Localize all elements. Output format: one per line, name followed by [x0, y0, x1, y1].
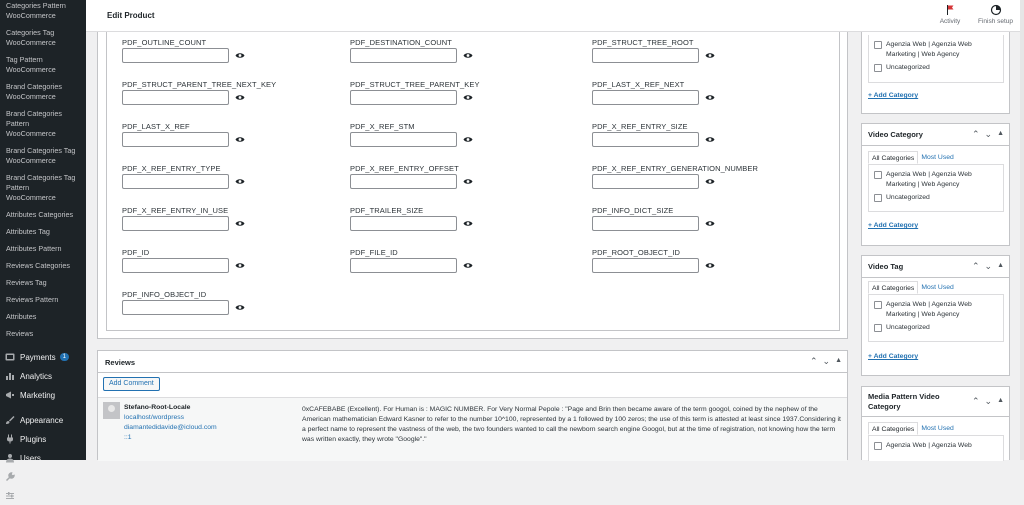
field-pdf-x-ref-entry-type	[122, 164, 245, 189]
add-category-link[interactable]: + Add Category	[868, 92, 919, 99]
sidebar-item-reviews[interactable]: Reviews	[6, 329, 34, 338]
settings-icon	[5, 491, 15, 501]
pdf-info-object-id-input[interactable]	[122, 300, 229, 315]
add-comment-button[interactable]: Add Comment	[103, 377, 160, 391]
payments-badge: 1	[60, 353, 69, 361]
sidebar-item-label: Payments	[20, 352, 56, 362]
add-category-link[interactable]: + Add Category	[868, 353, 919, 360]
tab-all-categories[interactable]: All Categories	[868, 422, 918, 435]
eye-icon[interactable]	[705, 262, 715, 270]
progress-circle-icon	[973, 4, 1018, 18]
reviews-box-controls	[810, 356, 842, 367]
field-pdf-last-x-ref-next	[592, 80, 715, 105]
tab-all-categories[interactable]: All Categories	[868, 281, 918, 294]
eye-icon[interactable]	[705, 136, 715, 144]
sidebar-item-attributes-tag[interactable]: Attributes Tag	[6, 227, 50, 236]
tab-most-used[interactable]: Most Used	[921, 425, 954, 432]
field-pdf-trailer-size	[350, 206, 473, 231]
sidebar-item-categories-pattern[interactable]: Categories Pattern WooCommerce	[6, 1, 66, 20]
field-label: PDF_X_REF_STM	[350, 122, 415, 131]
pdf-info-dict-size-input[interactable]	[592, 216, 699, 231]
field-pdf-info-object-id	[122, 290, 245, 315]
eye-icon[interactable]	[235, 94, 245, 102]
category-label: Agenzia Web | Agenzia Web Marketing | Web Agency	[886, 41, 972, 58]
comment-author-email[interactable]: diamantedidavide@icloud.com	[124, 424, 217, 431]
field-label: PDF_STRUCT_PARENT_TREE_NEXT_KEY	[122, 80, 277, 89]
pdf-root-object-id-input[interactable]	[592, 258, 699, 273]
sidebar-item-settings[interactable]	[0, 487, 86, 505]
field-pdf-x-ref-entry-offset	[350, 164, 473, 189]
field-pdf-id	[122, 248, 245, 273]
categories-checklist	[868, 35, 1004, 83]
tab-all-categories[interactable]: All Categories	[868, 151, 918, 164]
category-checkbox[interactable]	[874, 301, 882, 309]
move-up-icon[interactable]: ⌃	[971, 396, 980, 406]
pdf-x-ref-entry-offset-input[interactable]	[350, 174, 457, 189]
flag-icon	[935, 4, 965, 18]
pdf-x-ref-entry-in-use-input[interactable]	[122, 216, 229, 231]
sidebar-item-attributes-categories[interactable]: Attributes Categories	[6, 210, 74, 219]
admin-sidebar	[0, 0, 86, 501]
comment-text: 0xCAFEBABE (Excellent). For Human is : MAGIC NUMBER. For Very Normal Pepole : "Page and Brin then became aware of the term googol, coined by the nephew of the American mathematician Edward Kasner to refer to the number 10^100, represented by a 1 followed by 100 zeros; the use of this term is attested at least since 1937.Considering it a perfect name to represent the vastness of the web, the two founders wanted to call the newborn search engine Googol, but at the time of registration, not knowing how the term was written exactly, they wrote "Google"."	[302, 406, 841, 443]
product-categories-box	[861, 32, 1010, 114]
pdf-outline-count-input[interactable]	[122, 48, 229, 63]
eye-icon[interactable]	[235, 262, 245, 270]
comment-author-ip[interactable]: ::1	[124, 434, 132, 441]
eye-icon[interactable]	[235, 136, 245, 144]
category-label: Agenzia Web | Agenzia Web Marketing | Web Agency	[886, 301, 972, 318]
category-item[interactable]	[874, 441, 998, 451]
field-pdf-x-ref-entry-size	[592, 122, 715, 147]
video-category-tabs	[868, 151, 957, 164]
sidebar-item-label: Users	[20, 453, 41, 463]
field-label: PDF_X_REF_ENTRY_IN_USE	[122, 206, 229, 215]
category-item[interactable]	[874, 63, 998, 73]
field-label: PDF_ROOT_OBJECT_ID	[592, 248, 681, 257]
sidebar-item-plugins[interactable]	[0, 430, 86, 448]
field-label: PDF_ID	[122, 248, 150, 257]
category-label: Uncategorized	[886, 194, 930, 201]
eye-icon[interactable]	[705, 178, 715, 186]
tab-most-used[interactable]: Most Used	[921, 284, 954, 291]
category-checkbox[interactable]	[874, 442, 882, 450]
field-pdf-struct-tree-root	[592, 38, 715, 63]
field-pdf-last-x-ref	[122, 122, 245, 147]
field-pdf-struct-tree-parent-key	[350, 80, 480, 105]
sidebar-submenu	[0, 0, 86, 341]
pdf-fields-panel	[106, 32, 840, 331]
field-label: PDF_FILE_ID	[350, 248, 398, 257]
video-tag-tabs	[868, 281, 957, 294]
activity-button[interactable]	[935, 4, 965, 25]
pdf-id-input[interactable]	[122, 258, 229, 273]
category-label: Uncategorized	[886, 64, 930, 71]
field-label: PDF_STRUCT_TREE_PARENT_KEY	[350, 80, 480, 89]
field-label: PDF_INFO_DICT_SIZE	[592, 206, 674, 215]
video-category-box	[861, 123, 1010, 246]
pdf-last-x-ref-next-input[interactable]	[592, 90, 699, 105]
eye-icon[interactable]	[463, 94, 473, 102]
field-pdf-struct-parent-tree-next-key	[122, 80, 276, 105]
reviews-title: Reviews	[105, 358, 136, 367]
field-label: PDF_LAST_X_REF	[122, 122, 190, 131]
field-label: PDF_OUTLINE_COUNT	[122, 38, 207, 47]
sidebar-item-attributes[interactable]: Attributes	[6, 312, 37, 321]
reviews-header	[98, 351, 847, 373]
collapse-icon[interactable]: ▲	[835, 357, 842, 364]
eye-icon[interactable]	[235, 52, 245, 60]
video-category-checklist	[868, 164, 1004, 212]
plug-icon	[5, 434, 15, 444]
sidebar-item-tag-pattern[interactable]: Tag Pattern WooCommerce	[6, 55, 56, 74]
category-checkbox[interactable]	[874, 171, 882, 179]
sidebar-item-analytics[interactable]	[0, 367, 86, 385]
field-label: PDF_TRAILER_SIZE	[350, 206, 424, 215]
pdf-trailer-size-input[interactable]	[350, 216, 457, 231]
top-bar	[86, 0, 1024, 32]
avatar	[103, 402, 120, 419]
field-pdf-x-ref-stm	[350, 122, 473, 147]
media-pattern-tabs	[868, 422, 957, 435]
sidebar-item-label: Plugins	[20, 434, 47, 444]
pdf-metadata-box	[97, 32, 848, 339]
page-title: Edit Product	[107, 11, 155, 20]
wrench-icon	[5, 472, 15, 482]
field-pdf-x-ref-entry-in-use	[122, 206, 245, 231]
pdf-x-ref-entry-generation-number-input[interactable]	[592, 174, 699, 189]
move-down-icon[interactable]: ⌄	[984, 396, 993, 406]
eye-icon[interactable]	[463, 178, 473, 186]
sidebar-item-payments[interactable]	[0, 348, 86, 366]
category-item[interactable]	[874, 193, 998, 203]
finish-setup-button[interactable]	[973, 4, 1018, 25]
add-category-link[interactable]: + Add Category	[868, 222, 919, 229]
video-category-controls	[972, 129, 1004, 140]
category-item[interactable]	[874, 170, 998, 190]
collapse-icon[interactable]: ▲	[997, 397, 1004, 404]
media-pattern-video-category-box	[861, 386, 1010, 460]
sidebar-item-appearance[interactable]	[0, 411, 86, 429]
category-checkbox[interactable]	[874, 324, 882, 332]
megaphone-icon	[5, 390, 15, 400]
pdf-destination-count-input[interactable]	[350, 48, 457, 63]
category-item[interactable]	[874, 300, 998, 320]
comment-author-url[interactable]: localhost/wordpress	[124, 414, 185, 421]
category-item[interactable]	[874, 323, 998, 333]
field-pdf-info-dict-size	[592, 206, 715, 231]
sidebar-item-label: Settings	[20, 491, 49, 501]
field-label: PDF_X_REF_ENTRY_GENERATION_NUMBER	[592, 164, 758, 173]
tab-most-used[interactable]: Most Used	[921, 154, 954, 161]
sidebar-item-tools[interactable]	[0, 468, 86, 486]
activity-label: Activity	[939, 18, 961, 25]
sidebar-item-marketing[interactable]	[0, 386, 86, 404]
finish-setup-label: Finish setup	[977, 18, 1014, 25]
move-up-icon[interactable]: ⌃	[809, 356, 818, 366]
video-tag-title: Video Tag	[868, 262, 904, 271]
media-pattern-title: Media Pattern Video Category	[868, 392, 940, 411]
eye-icon[interactable]	[463, 136, 473, 144]
users-icon	[5, 453, 15, 463]
field-pdf-file-id	[350, 248, 473, 273]
comment-row	[98, 397, 847, 461]
sidebar-item-reviews-categories[interactable]: Reviews Categories	[6, 261, 70, 270]
category-checkbox[interactable]	[874, 41, 882, 49]
comment-author-name: Stefano-Root-Locale	[124, 404, 191, 411]
field-label: PDF_LAST_X_REF_NEXT	[592, 80, 685, 89]
sidebar-item-brand-categories[interactable]: Brand Categories WooCommerce	[6, 82, 62, 101]
sidebar-item-reviews-tag[interactable]: Reviews Tag	[6, 278, 47, 287]
media-pattern-header	[862, 387, 1009, 417]
media-pattern-checklist	[868, 435, 1004, 461]
eye-icon[interactable]	[463, 52, 473, 60]
eye-icon[interactable]	[463, 262, 473, 270]
pdf-x-ref-entry-type-input[interactable]	[122, 174, 229, 189]
payments-icon	[5, 352, 15, 362]
field-pdf-destination-count	[350, 38, 473, 63]
video-category-title: Video Category	[868, 130, 923, 139]
sidebar-item-reviews-pattern[interactable]: Reviews Pattern	[6, 295, 59, 304]
category-label: Agenzia Web | Agenzia Web	[886, 442, 972, 449]
category-checkbox[interactable]	[874, 64, 882, 72]
pdf-last-x-ref-input[interactable]	[122, 132, 229, 147]
sidebar-item-label: Appearance	[20, 415, 64, 425]
pdf-file-id-input[interactable]	[350, 258, 457, 273]
pdf-struct-parent-tree-next-key-input[interactable]	[122, 90, 229, 105]
field-pdf-root-object-id	[592, 248, 715, 273]
sidebar-item-categories-tag[interactable]: Categories Tag WooCommerce	[6, 28, 56, 47]
category-checkbox[interactable]	[874, 194, 882, 202]
category-label: Uncategorized	[886, 324, 930, 331]
video-tag-box	[861, 255, 1010, 376]
reviews-box	[97, 350, 848, 460]
collapse-icon[interactable]: ▲	[997, 130, 1004, 137]
page-scrollbar[interactable]	[1020, 0, 1024, 460]
field-label: PDF_INFO_OBJECT_ID	[122, 290, 207, 299]
sidebar-item-label: Analytics	[20, 371, 53, 381]
category-label: Agenzia Web | Agenzia Web Marketing | Web Agency	[886, 171, 972, 188]
eye-icon[interactable]	[705, 94, 715, 102]
paintbrush-icon	[5, 415, 15, 425]
move-up-icon[interactable]: ⌃	[971, 129, 980, 139]
video-tag-checklist	[868, 294, 1004, 342]
sidebar-item-label: Tools	[20, 472, 39, 482]
sidebar-item-label: Marketing	[20, 390, 56, 400]
pdf-x-ref-stm-input[interactable]	[350, 132, 457, 147]
collapse-icon[interactable]: ▲	[997, 262, 1004, 269]
sidebar-item-brand-categories-tag-pattern[interactable]: Brand Categories Tag Pattern WooCommerce	[6, 173, 76, 202]
sidebar-item-users[interactable]	[0, 449, 86, 467]
sidebar-item-attributes-pattern[interactable]: Attributes Pattern	[6, 244, 62, 253]
field-pdf-outline-count	[122, 38, 245, 63]
move-down-icon[interactable]: ⌄	[984, 129, 993, 139]
media-pattern-controls	[972, 396, 1004, 407]
move-down-icon[interactable]: ⌄	[822, 356, 831, 366]
eye-icon[interactable]	[235, 304, 245, 312]
eye-icon[interactable]	[705, 220, 715, 228]
pdf-struct-tree-parent-key-input[interactable]	[350, 90, 457, 105]
pdf-x-ref-entry-size-input[interactable]	[592, 132, 699, 147]
pdf-struct-tree-root-input[interactable]	[592, 48, 699, 63]
field-label: PDF_X_REF_ENTRY_SIZE	[592, 122, 688, 131]
bar-chart-icon	[5, 371, 15, 381]
video-tag-controls	[972, 261, 1004, 272]
video-tag-header	[862, 256, 1009, 278]
field-label: PDF_X_REF_ENTRY_TYPE	[122, 164, 221, 173]
move-down-icon[interactable]: ⌄	[984, 261, 993, 271]
comment-author-block	[124, 403, 217, 443]
field-pdf-x-ref-entry-generation-number	[592, 164, 758, 189]
sidebar-item-brand-categories-pattern[interactable]: Brand Categories Pattern WooCommerce	[6, 109, 62, 138]
field-label: PDF_STRUCT_TREE_ROOT	[592, 38, 694, 47]
category-item[interactable]	[874, 40, 998, 60]
sidebar-item-brand-categories-tag[interactable]: Brand Categories Tag WooCommerce	[6, 146, 76, 165]
eye-icon[interactable]	[235, 220, 245, 228]
eye-icon[interactable]	[705, 52, 715, 60]
video-category-header	[862, 124, 1009, 146]
field-label: PDF_X_REF_ENTRY_OFFSET	[350, 164, 459, 173]
move-up-icon[interactable]: ⌃	[971, 261, 980, 271]
eye-icon[interactable]	[463, 220, 473, 228]
eye-icon[interactable]	[235, 178, 245, 186]
field-label: PDF_DESTINATION_COUNT	[350, 38, 452, 47]
